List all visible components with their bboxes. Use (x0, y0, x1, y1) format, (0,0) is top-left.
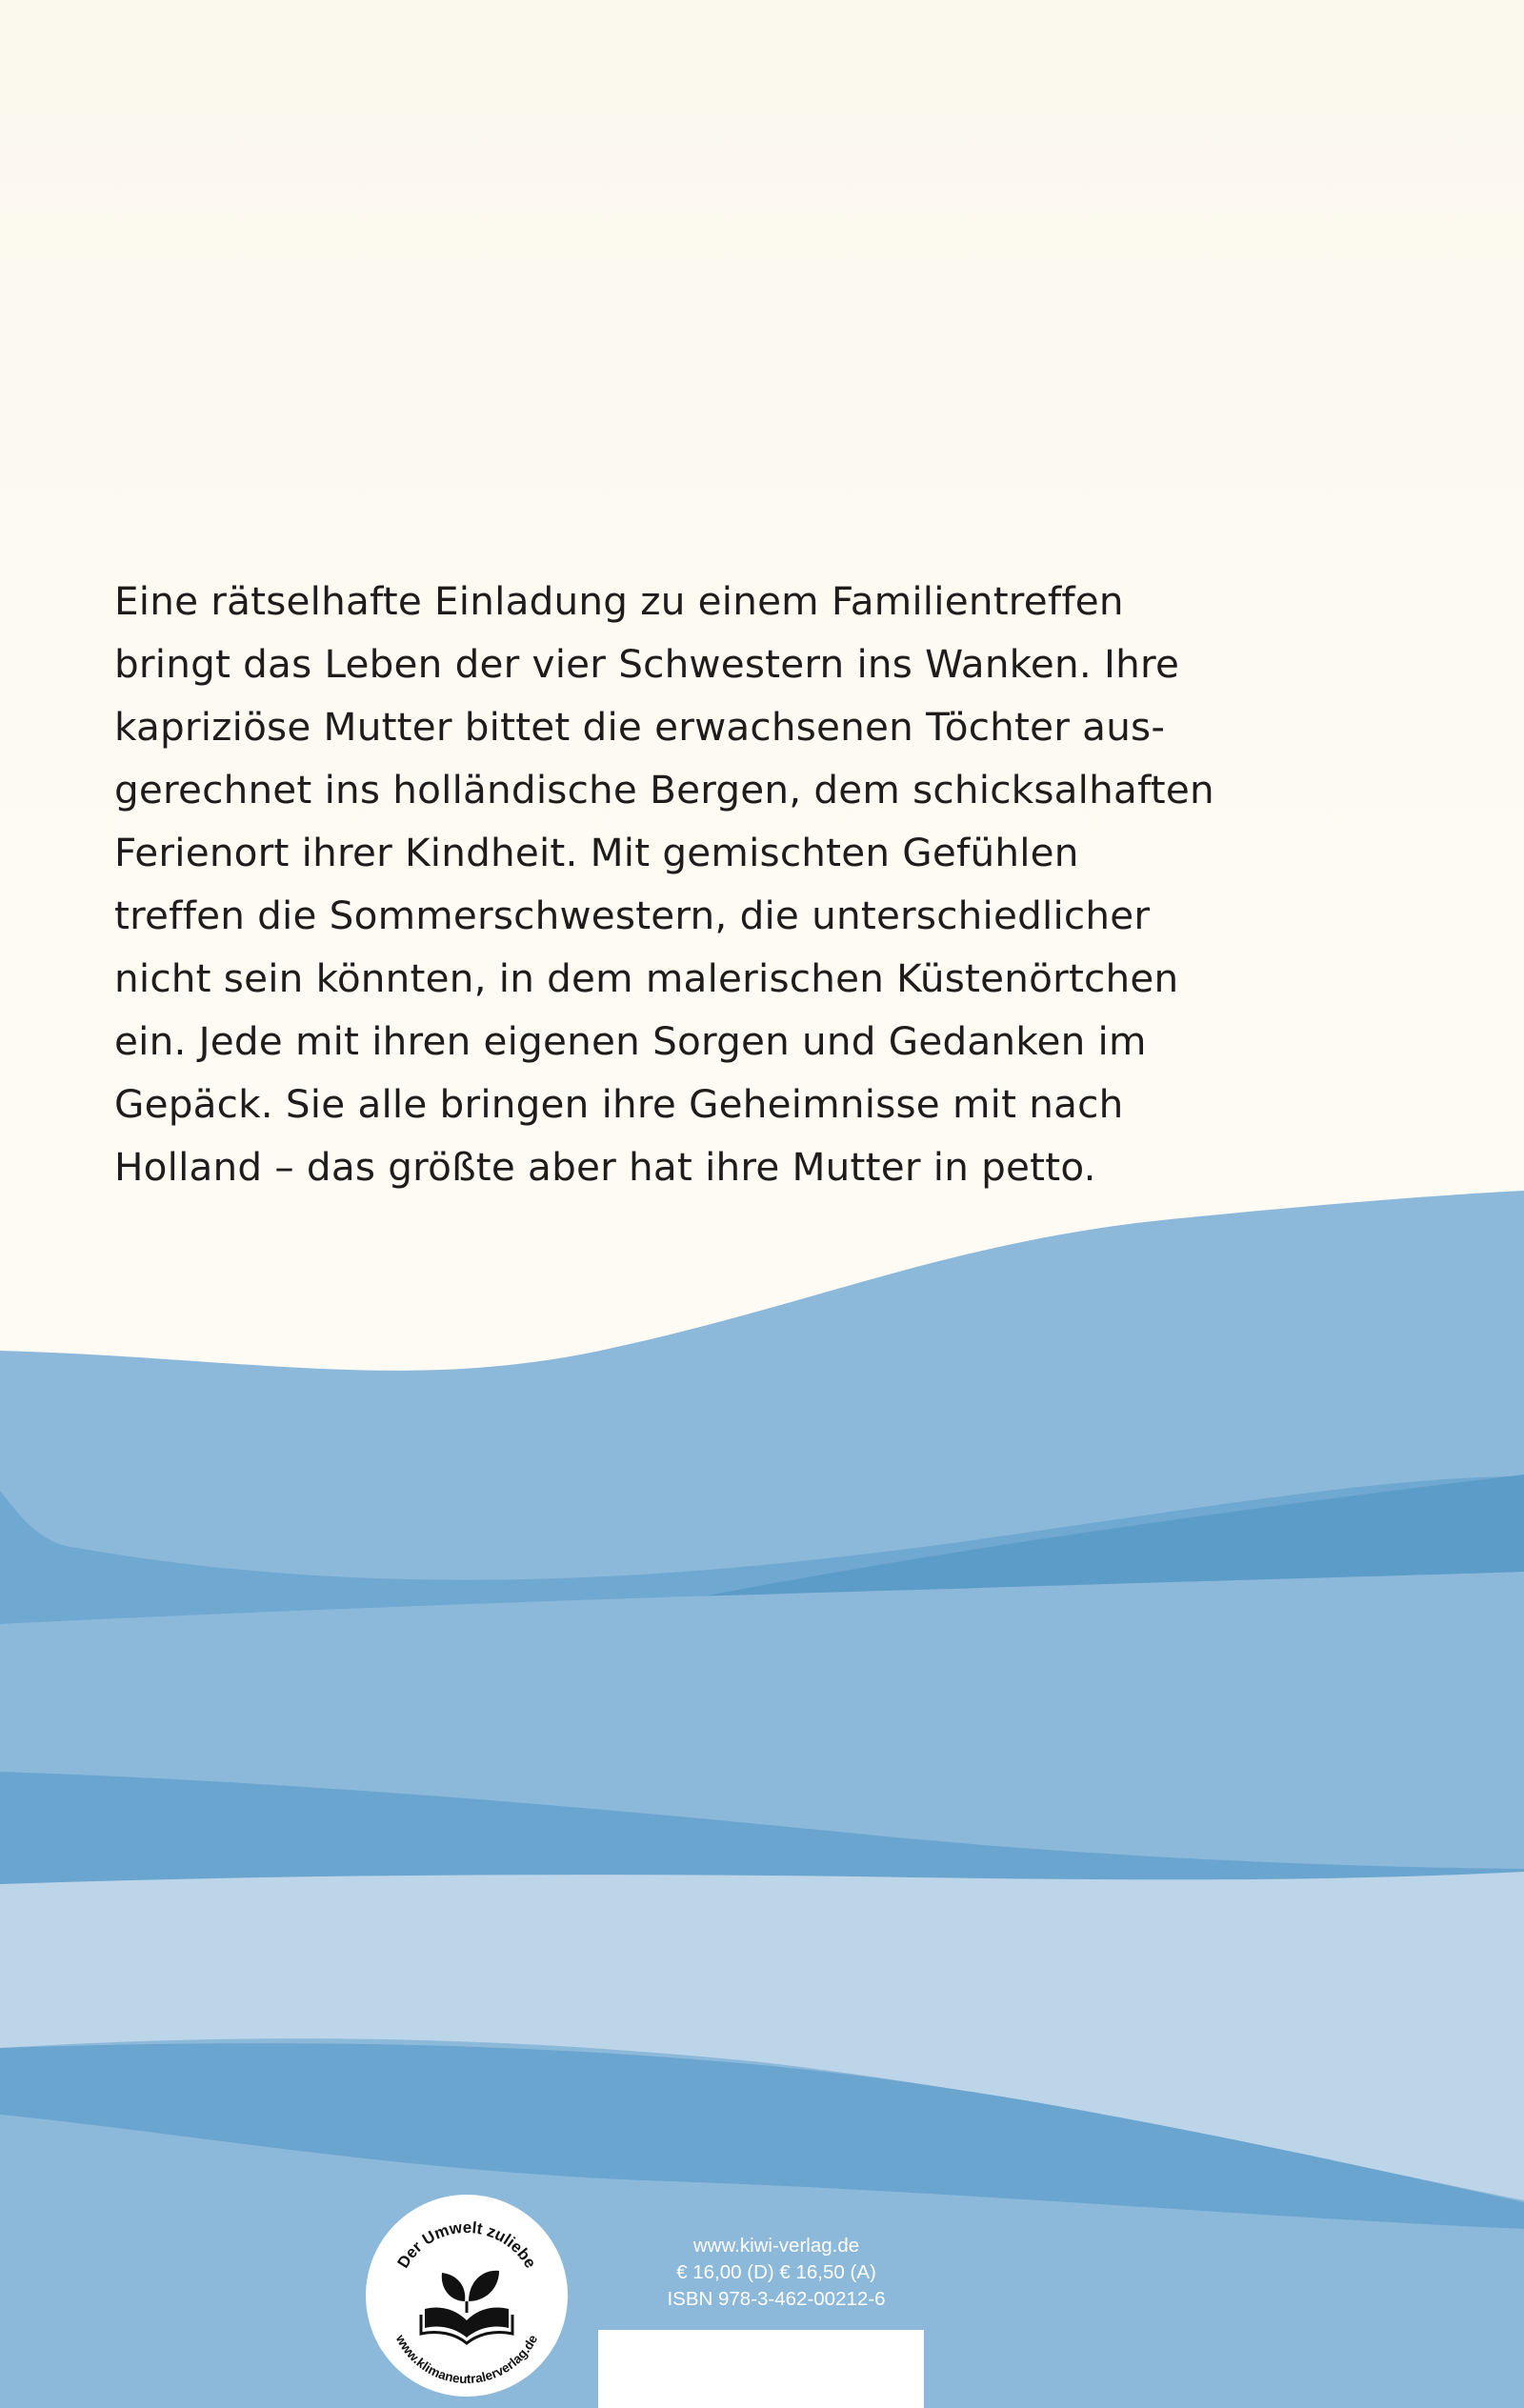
isbn-label: ISBN 978-3-462-00212-6 (667, 2288, 886, 2310)
blurb-line: treffen die Sommerschwestern, die unterschiedlicher (114, 893, 1151, 938)
blurb-line: nicht sein könnten, in dem malerischen Küstenörtchen (114, 955, 1179, 1001)
blurb-line: ein. Jede mit ihren eigenen Sorgen und Gedanken im (114, 1018, 1147, 1064)
eco-badge-bottom-text: www.klimaneutralerverlag.de (392, 2332, 541, 2387)
eco-badge (366, 2195, 568, 2397)
price-label: € 16,00 (D) € 16,50 (A) (676, 2261, 876, 2283)
publisher-website: www.kiwi-verlag.de (692, 2235, 860, 2257)
blurb-line: bringt das Leben der vier Schwestern ins Wanken. Ihre (114, 641, 1180, 687)
blurb-line: gerechnet ins holländische Bergen, dem schicksalhaften (114, 767, 1214, 813)
blurb-line: kapriziöse Mutter bittet die erwachsenen Töchter aus- (114, 704, 1166, 750)
blurb-text (114, 570, 1257, 1198)
blurb-line: Gepäck. Sie alle bringen ihre Geheimnisse mit nach (114, 1081, 1124, 1127)
blurb-line: Holland – das größte aber hat ihre Mutter in petto. (114, 1144, 1096, 1190)
eco-badge-top-text: Der Umwelt zuliebe (393, 2217, 540, 2272)
leaf-book-icon (421, 2271, 512, 2343)
blurb-line: Ferienort ihrer Kindheit. Mit gemischten Gefühlen (114, 830, 1079, 875)
imprint-info (629, 2233, 924, 2313)
barcode-area (598, 2330, 924, 2408)
blurb-line: Eine rätselhafte Einladung zu einem Familientreffen (114, 578, 1124, 624)
